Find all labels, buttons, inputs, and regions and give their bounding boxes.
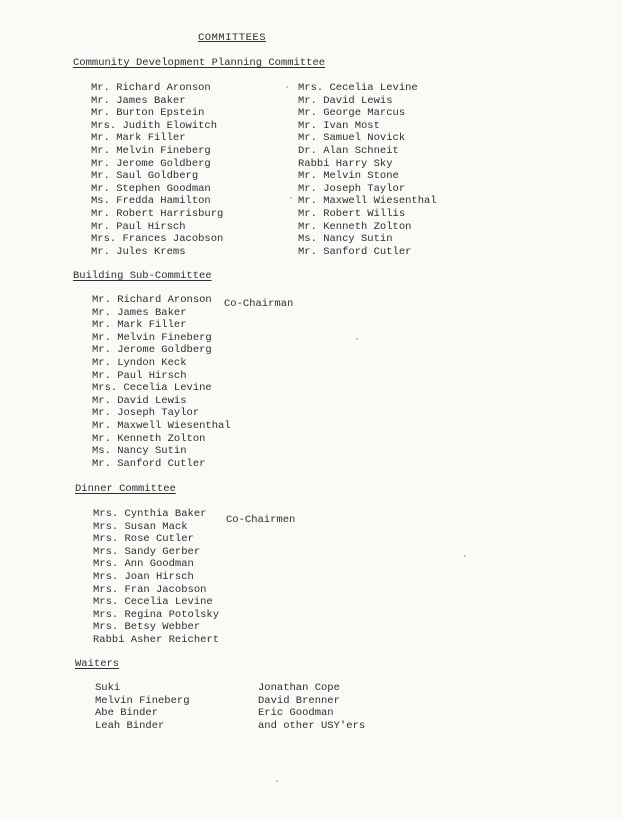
- member-name: Mr. Ivan Most: [298, 119, 380, 132]
- waiter-name: Melvin Fineberg: [95, 694, 190, 707]
- member-name: Mr. Richard Aronson: [92, 294, 212, 306]
- member-name: Mr. Robert Willis: [298, 207, 406, 220]
- member-name: Mrs. Cecelia Levine: [298, 82, 418, 94]
- paper-speck: [464, 555, 466, 557]
- member-name: Mr. Melvin Fineberg: [91, 144, 211, 157]
- building-committee-heading: Building Sub-Committee: [73, 270, 212, 282]
- member-name: Mr. Maxwell Wiesenthal: [298, 195, 437, 208]
- member-name: Mr. Lyndon Keck: [92, 356, 187, 369]
- member-name: Mr. Saul Goldberg: [91, 170, 199, 183]
- dinner-members: [93, 508, 219, 647]
- member-name: Mrs. Regina Potolsky: [93, 608, 220, 621]
- paper-speck: [290, 197, 292, 199]
- building-cochair-note: Co-Chairman: [224, 298, 294, 310]
- member-name: Mr. Paul Hirsch: [91, 220, 186, 233]
- member-name: Mr. Stephen Goodman: [91, 182, 211, 195]
- waiter-name: Jonathan Cope: [258, 682, 340, 694]
- member-name: Rabbi Harry Sky: [298, 157, 393, 170]
- member-name: Mr. Sanford Cutler: [298, 245, 412, 258]
- member-name: Mr. Mark Filler: [91, 132, 186, 145]
- member-name: Mrs. Joan Hirsch: [93, 570, 194, 583]
- paper-speck: [356, 338, 358, 340]
- member-name: Mr. Robert Harrisburg: [91, 207, 224, 220]
- member-name: Rabbi Asher Reichert: [93, 633, 220, 646]
- member-name: Mr. Joseph Taylor: [92, 407, 200, 420]
- member-name: Mr. Melvin Stone: [298, 170, 399, 183]
- waiter-name: David Brenner: [258, 694, 340, 707]
- waiters-left: [95, 682, 190, 732]
- page-title: COMMITTEES: [198, 32, 267, 44]
- member-name: Ms. Fredda Hamilton: [91, 195, 211, 208]
- member-name: Dr. Alan Schneit: [298, 144, 399, 157]
- community-committee-heading: Community Development Planning Committee: [73, 57, 326, 69]
- member-name: Ms. Nancy Sutin: [298, 233, 393, 246]
- member-name: Mrs. Frances Jacobson: [91, 233, 224, 246]
- member-name: Mr. Richard Aronson: [91, 82, 211, 94]
- member-name: Mrs. Ann Goodman: [93, 558, 194, 571]
- member-name: Mr. James Baker: [92, 306, 187, 319]
- waiter-name: Suki: [95, 682, 121, 694]
- member-name: Mr. George Marcus: [298, 107, 406, 120]
- waiter-name: Eric Goodman: [258, 707, 334, 720]
- member-name: Mr. Sanford Cutler: [92, 457, 206, 470]
- member-name: Mr. Jerome Goldberg: [91, 157, 211, 170]
- dinner-committee-heading: Dinner Committee: [75, 483, 176, 495]
- waiter-name: Leah Binder: [95, 719, 165, 732]
- member-name: Mr. Paul Hirsch: [92, 369, 187, 382]
- member-name: Mrs. Sandy Gerber: [93, 545, 201, 558]
- paper-speck: [286, 86, 288, 88]
- member-name: Ms. Nancy Sutin: [92, 445, 187, 458]
- member-name: Mrs. Cecelia Levine: [92, 382, 212, 395]
- member-name: Mr. Maxwell Wiesenthal: [92, 419, 231, 432]
- waiter-name: and other USY'ers: [258, 719, 366, 732]
- member-name: Mrs. Fran Jacobson: [93, 583, 207, 596]
- member-name: Mr. David Lewis: [298, 94, 393, 107]
- member-name: Mr. Samuel Novick: [298, 132, 406, 145]
- member-name: Mrs. Betsy Webber: [93, 621, 201, 634]
- dinner-cochair-note: Co-Chairmen: [226, 514, 296, 526]
- member-name: Mrs. Susan Mack: [93, 520, 188, 533]
- waiter-name: Abe Binder: [95, 707, 159, 720]
- member-name: Mrs. Cynthia Baker: [93, 508, 207, 520]
- member-name: Mr. Jerome Goldberg: [92, 344, 212, 357]
- member-name: Mr. Burton Epstein: [91, 107, 205, 120]
- community-members-right: [298, 82, 437, 258]
- member-name: Mr. Kenneth Zolton: [298, 220, 412, 233]
- building-members: [92, 294, 231, 470]
- community-members-left: [91, 82, 223, 258]
- waiters-heading: Waiters: [75, 658, 120, 670]
- waiters-right: [258, 682, 365, 732]
- member-name: Mrs. Judith Elowitch: [91, 119, 218, 132]
- member-name: Mr. Jules Krems: [91, 245, 186, 258]
- member-name: Mr. Kenneth Zolton: [92, 432, 206, 445]
- member-name: Mrs. Cecelia Levine: [93, 596, 213, 609]
- member-name: Mr. Melvin Fineberg: [92, 331, 212, 344]
- member-name: Mr. Mark Filler: [92, 319, 187, 332]
- member-name: Mr. James Baker: [91, 94, 186, 107]
- member-name: Mr. Joseph Taylor: [298, 182, 406, 195]
- paper-speck: [276, 780, 278, 782]
- member-name: Mrs. Rose Cutler: [93, 533, 194, 546]
- member-name: Mr. David Lewis: [92, 394, 187, 407]
